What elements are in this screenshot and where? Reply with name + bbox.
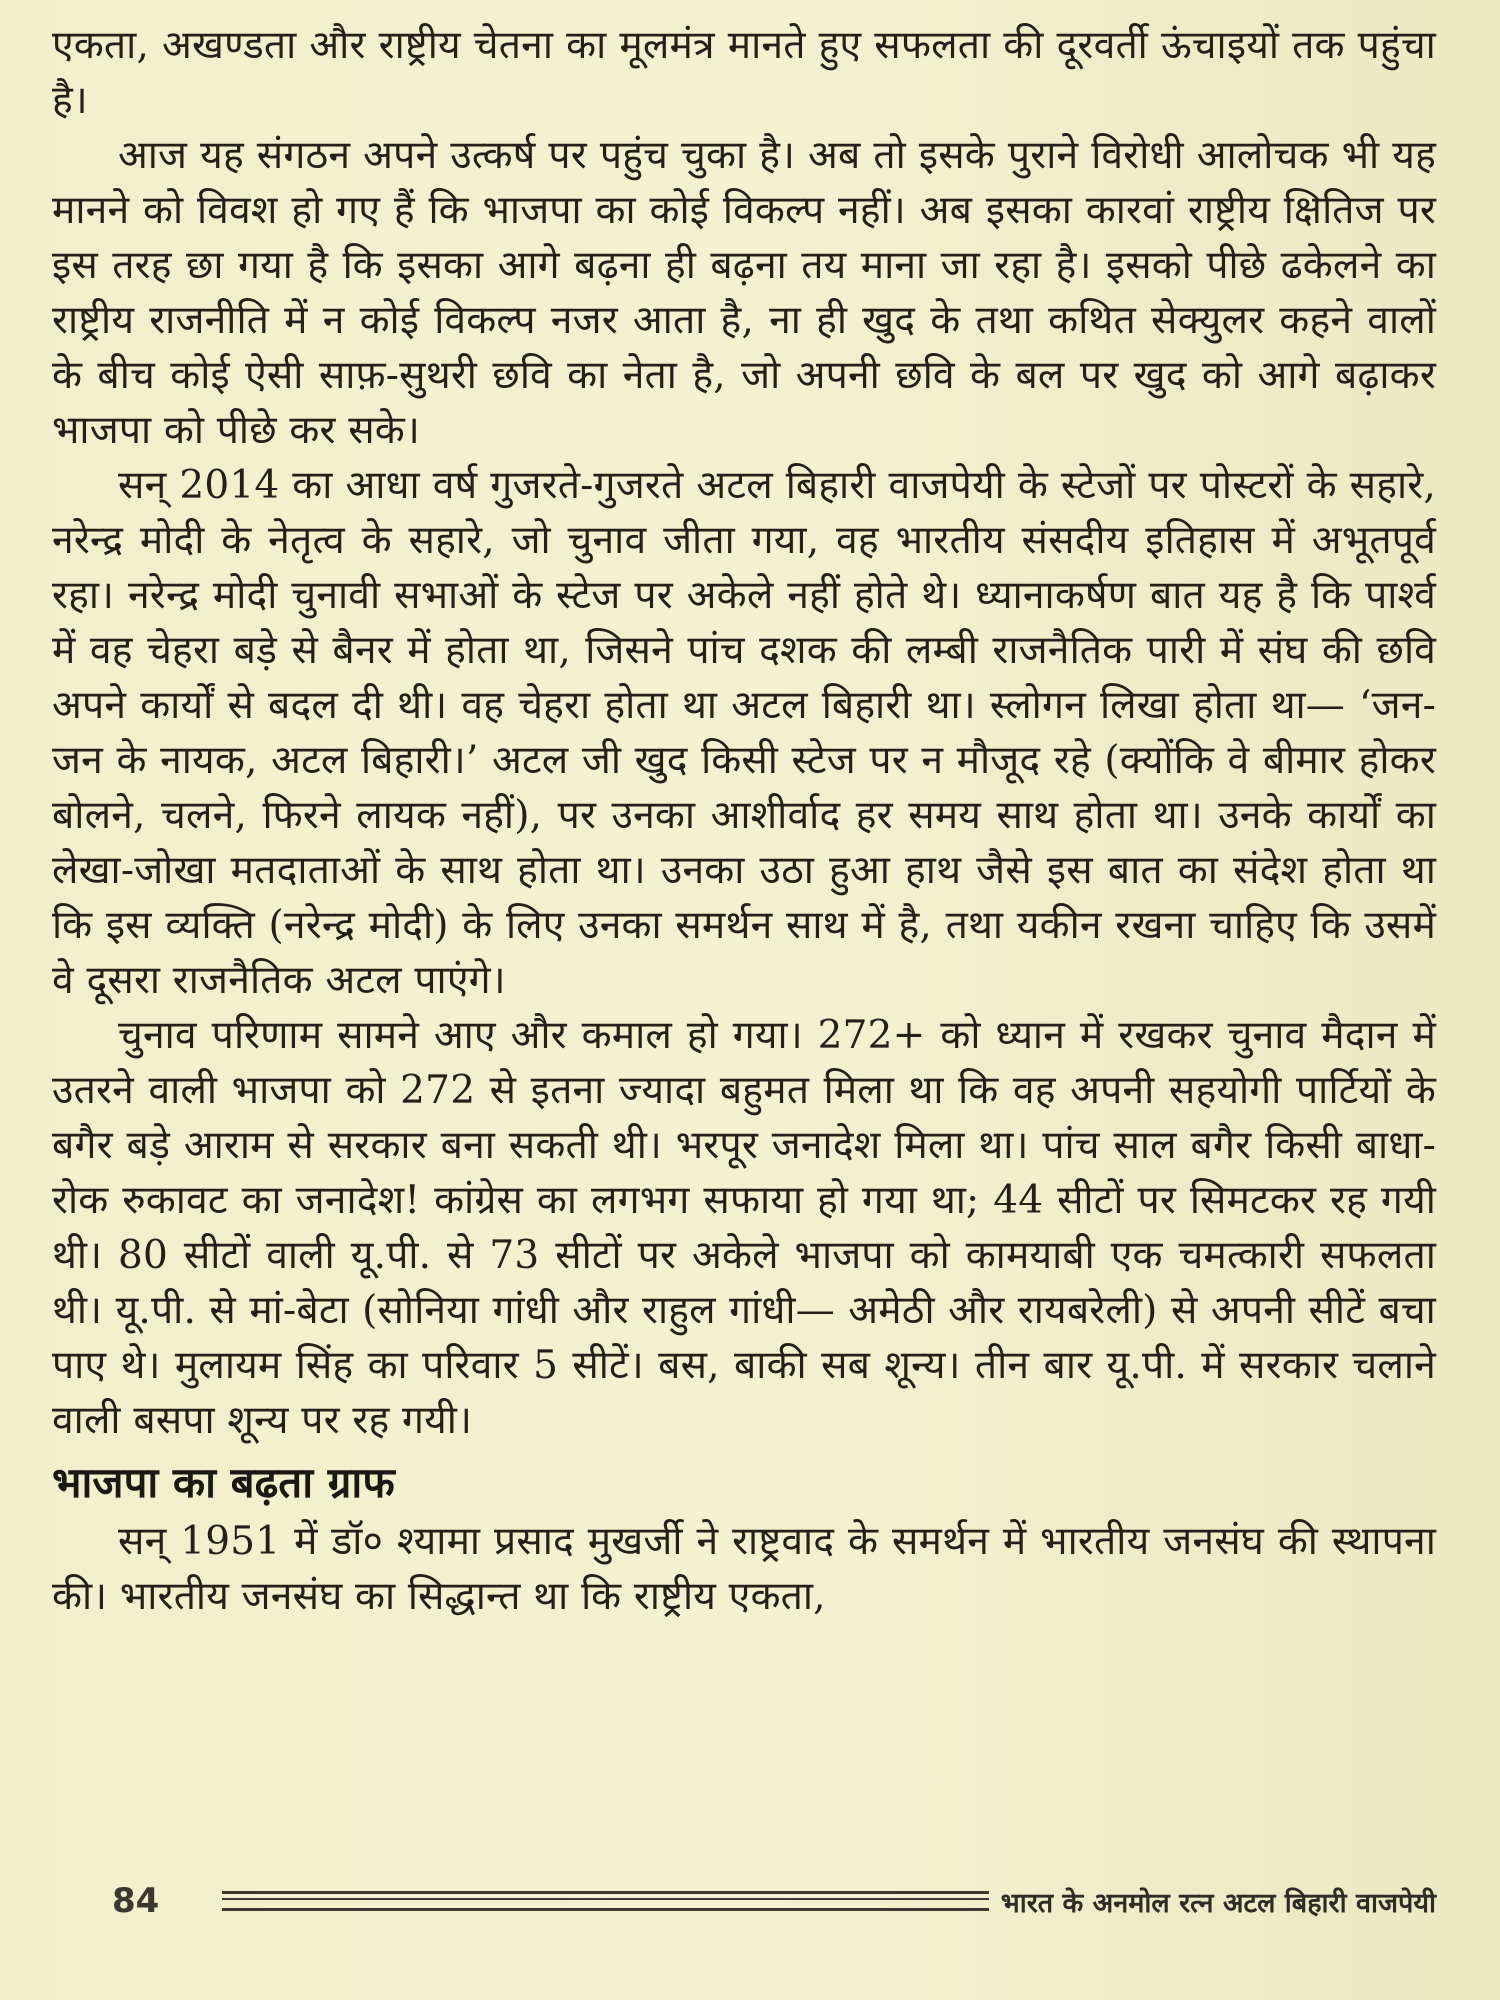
page-number: 84 (112, 1881, 160, 1921)
page-footer (112, 1876, 1436, 1926)
paragraph-election-results: चुनाव परिणाम सामने आए और कमाल हो गया। 272+ को ध्यान में रखकर चुनाव मैदान में उतरने वाली भाजपा को 272 से इतना ज्यादा बहुमत मिला था कि वह अपनी सहयोगी पार्टियों के बगैर बड़े आराम से सरकार बना सकती थी। भरपूर जनादेश मिला था। पांच साल बगैर किसी बाधा-रोक रुकावट का जनादेश! कांग्रेस का लगभग सफाया हो गया था; 44 सीटों पर सिमटकर रह गयी थी। 80 सीटों वाली यू.पी. से 73 सीटों पर अकेले भाजपा को कामयाबी एक चमत्कारी सफलता थी। यू.पी. से मां-बेटा (सोनिया गांधी और राहुल गांधी— अमेठी और रायबरेली) से अपनी सीटें बचा पाए थे। मुलायम सिंह का परिवार 5 सीटें। बस, बाकी सब शून्य। तीन बार यू.पी. में सरकार चलाने वाली बसपा शून्य पर रह गयी। (52, 1013, 1436, 1443)
footer-rule (222, 1891, 989, 1911)
section-heading: भाजपा का बढ़ता ग्राफ (52, 1458, 395, 1507)
paragraph-organisation-peak: आज यह संगठन अपने उत्कर्ष पर पहुंच चुका है। अब तो इसके पुराने विरोधी आलोचक भी यह मानने को विवश हो गए हैं कि भाजपा का कोई विकल्प नहीं। अब इसका कारवां राष्ट्रीय क्षितिज पर इस तरह छा गया है कि इसका आगे बढ़ना ही बढ़ना तय माना जा रहा है। इसको पीछे ढकेलने का राष्ट्रीय राजनीति में न कोई विकल्प नजर आता है, ना ही खुद के तथा कथित सेक्युलर कहने वालों के बीच कोई ऐसी साफ़-सुथरी छवि का नेता है, जो अपनी छवि के बल पर खुद को आगे बढ़ाकर भाजपा को पीछे कर सके। (52, 133, 1436, 453)
paragraph-2014-election: सन् 2014 का आधा वर्ष गुजरते-गुजरते अटल बिहारी वाजपेयी के स्टेजों पर पोस्टरों के सहारे, नरेन्द्र मोदी के नेतृत्व के सहारे, जो चुनाव जीता गया, वह भारतीय संसदीय इतिहास में अभूतपूर्व रहा। नरेन्द्र मोदी चुनावी सभाओं के स्टेज पर अकेले नहीं होते थे। ध्यानाकर्षण बात यह है कि पार्श्व में वह चेहरा बड़े से बैनर में होता था, जिसने पांच दशक की लम्बी राजनैतिक पारी में संघ की छवि अपने कार्यों से बदल दी थी। वह चेहरा होता था अटल बिहारी था। स्लोगन लिखा होता था— ‘जन-जन के नायक, अटल बिहारी।’ अटल जी खुद किसी स्टेज पर न मौजूद रहे (क्योंकि वे बीमार होकर बोलने, चलने, फिरने लायक नहीं), पर उनका आशीर्वाद हर समय साथ होता था। उनके कार्यों का लेखा-जोखा मतदाताओं के साथ होता था। उनका उठा हुआ हाथ जैसे इस बात का संदेश होता था कि इस व्यक्ति (नरेन्द्र मोदी) के लिए उनका समर्थन साथ में है, तथा यकीन रखना चाहिए कि उसमें वे दूसरा राजनैतिक अटल पाएंगे। (52, 463, 1436, 1003)
paragraph-jana-sangh: सन् 1951 में डॉ० श्यामा प्रसाद मुखर्जी ने राष्ट्रवाद के समर्थन में भारतीय जनसंघ की स्थापना की। भारतीय जनसंघ का सिद्धान्त था कि राष्ट्रीय एकता, (52, 1519, 1436, 1619)
paragraph-continuation: एकता, अखण्डता और राष्ट्रीय चेतना का मूलमंत्र मानते हुए सफलता की दूरवर्ती ऊंचाइयों तक पहुंचा है। (52, 23, 1436, 123)
running-book-title: भारत के अनमोल रत्न अटल बिहारी वाजपेयी (1000, 1887, 1436, 1919)
